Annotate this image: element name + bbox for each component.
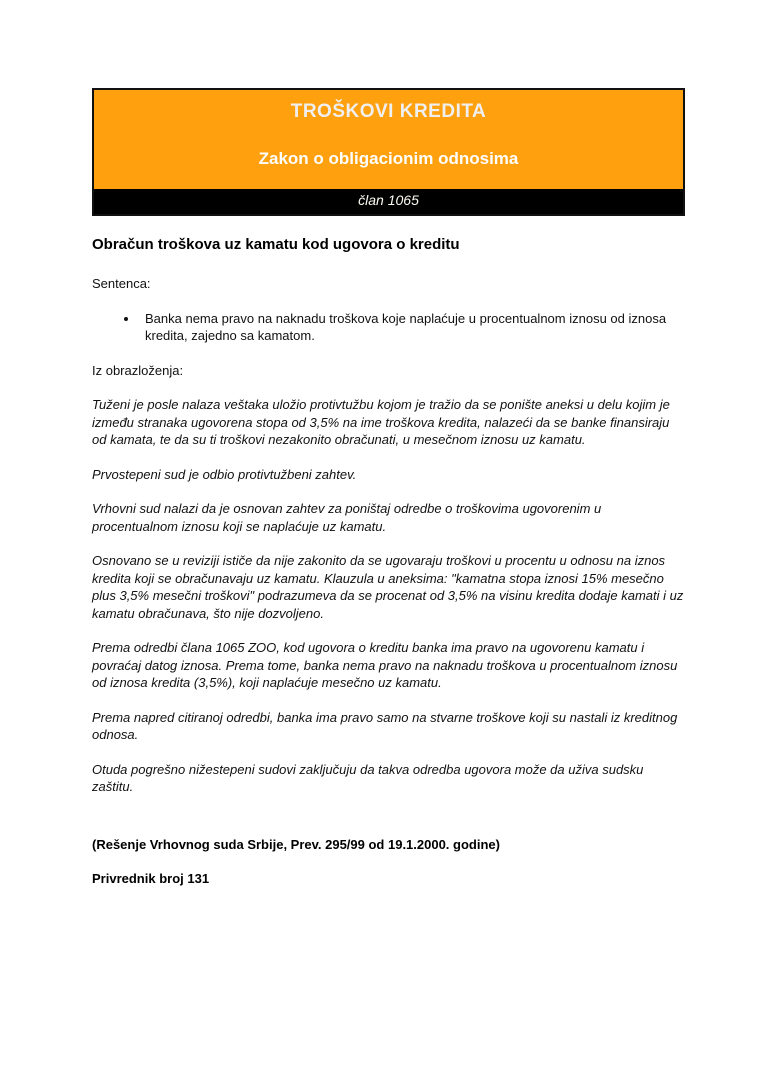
sentenca-label: Sentenca:: [92, 276, 151, 291]
reasoning-paragraph: Prvostepeni sud je odbio protivtužbeni zahtev.: [92, 466, 357, 482]
banner-article-label: član 1065: [358, 192, 419, 208]
reasoning-paragraph: Prema napred citiranoj odredbi, banka ima pravo samo na stvarne troškove koji su nastali iz kreditnog odnosa.: [92, 709, 678, 742]
publication-reference: Privrednik broj 131: [92, 871, 210, 886]
reasoning-label: Iz obrazloženja:: [92, 362, 184, 378]
ruling-reference: (Rešenje Vrhovnog suda Srbije, Prev. 295/99 od 19.1.2000. godine): [92, 836, 500, 852]
header-banner: [92, 88, 685, 216]
sentenca-item: • Banka nema pravo na naknadu troškova koje naplaćuje u procentualnom iznosu od iznosa kredita, zajedno sa kamatom.: [139, 310, 685, 345]
reasoning-paragraph: Tuženi je posle nalaza veštaka uložio protivtužbu kojom je tražio da se ponište aneksi u delu kojim je između stranaka ugovorena stopa od 3,5% na ime troškova kredita, nalazeći da se banke finansiraju od kamata, te da su ti troškovi nezakonito obračunati, u mesečnom iznosu uz kamatu.: [92, 397, 670, 447]
reasoning-paragraph: Vrhovni sud nalazi da je osnovan zahtev za poništaj odredbe o troškovima ugovorenim u procentualnom iznosu koji se naplaćuje uz kamatu.: [92, 501, 602, 534]
reasoning-paragraph: Osnovano se u reviziji ističe da nije zakonito da se ugovaraju troškovi u procentu u odnosu na iznos kredita koji se obračunavaju uz kamatu. Klauzula u aneksima: "kamatna stopa iznosi 15% mesečno plus 3,5% mesečni troškovi" podrazumeva da se procenat od 3,5% na visinu kredita dodaje kamati i uz kamatu obračunava, što nije dozvoljeno.: [92, 553, 684, 621]
banner-subtitle: Zakon o obligacionim odnosima: [258, 149, 519, 168]
reasoning-paragraph: Prema odredbi člana 1065 ZOO, kod ugovora o kreditu banka ima pravo na ugovorenu kamatu i povraćaj datog iznosa. Prema tome, banka nema pravo na naknadu troškova u procentualnom iznosu od iznosa kredita (3,5%), koji naplaćuje mesečno uz kamatu.: [92, 640, 678, 690]
document-page: [92, 88, 685, 905]
banner-orange-section: [94, 90, 683, 189]
banner-title: TROŠKOVI KREDITA: [290, 101, 487, 122]
banner-article-bar: [94, 189, 683, 214]
document-heading: Obračun troškova uz kamatu kod ugovora o kreditu: [92, 236, 460, 253]
reasoning-paragraph: Otuda pogrešno nižestepeni sudovi zaključuju da takva odredba ugovora može da uživa sudsku zaštitu.: [92, 761, 644, 794]
sentenca-list: [92, 310, 685, 345]
